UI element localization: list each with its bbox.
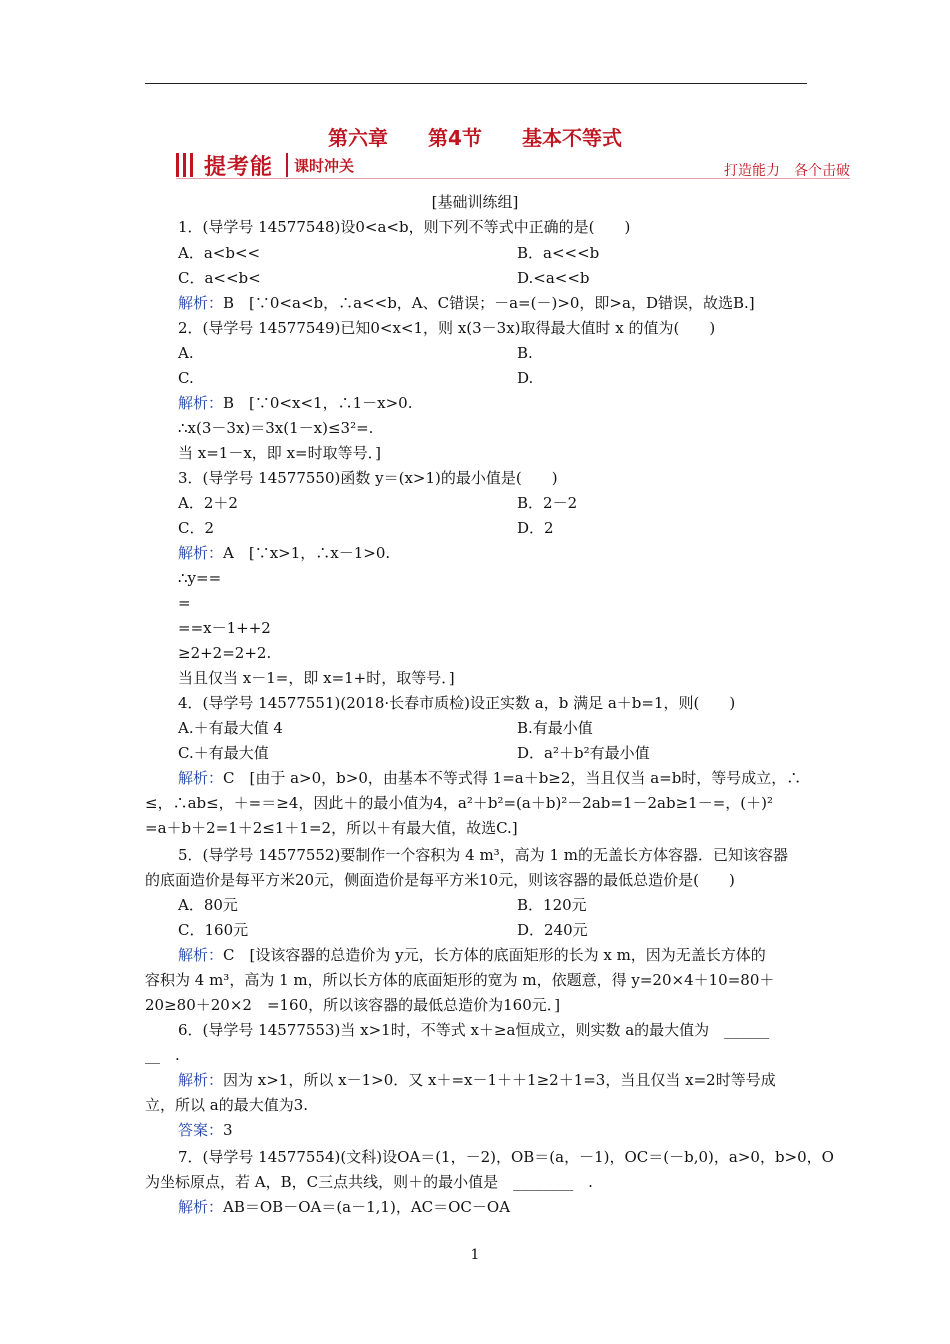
solution-label: 解析： (178, 394, 224, 412)
line-text: C [由于 a>0，b>0，由基本不等式得 1=a＋b≥2，当且仅当 a=b时，等号成立，∴ (223, 769, 802, 787)
text-line (517, 718, 593, 738)
line-text: =a＋b＋2=1＋2≤1＋1=2，所以＋有最大值，故选C.] (145, 819, 518, 837)
text-line (178, 668, 455, 688)
text-line (178, 920, 248, 940)
line-text: C．a<<b< (178, 269, 261, 287)
solution-label: 解析： (178, 1071, 224, 1089)
line-text: D．240元 (517, 921, 588, 939)
solution-label: 解析： (178, 544, 224, 562)
banner-subtitle: 课时冲关 (294, 157, 355, 175)
line-text: D. (517, 369, 534, 387)
text-line (178, 845, 788, 865)
line-text: B. (517, 344, 533, 362)
solution-label: 解析： (178, 946, 224, 964)
text-line (178, 1070, 776, 1090)
header-rule (145, 83, 807, 84)
text-line (178, 293, 755, 313)
text-line (178, 743, 269, 763)
line-text: B.有最小值 (517, 719, 593, 737)
section-banner (176, 150, 850, 180)
banner-separator (286, 153, 288, 177)
text-line (145, 870, 735, 890)
section-label: [基础训练组] (431, 193, 519, 211)
line-text: 的底面造价是每平方米20元，侧面造价是每平方米10元，则该容器的最低总造价是( ) (145, 871, 735, 889)
text-line (178, 693, 735, 713)
solution-label: 答案： (178, 1121, 224, 1139)
line-text: ==x－1++2 (178, 619, 271, 637)
solution-label: 解析： (178, 294, 224, 312)
solution-label: 解析： (178, 769, 224, 787)
text-line (517, 895, 587, 915)
banner-underline (176, 178, 850, 179)
line-text: 5．(导学号 14577552)要制作一个容积为 4 m³，高为 1 m的无盖长方体容器．已知该容器 (178, 846, 788, 864)
banner-bar-1 (176, 153, 179, 177)
text-line (178, 1120, 233, 1140)
line-text: 为坐标原点，若 A，B，C三点共线，则＋的最小值是 ________ . (145, 1173, 593, 1191)
text-line (517, 743, 650, 763)
line-text: A [∵x>1，∴x－1>0. (223, 544, 391, 562)
text-line (145, 1172, 593, 1192)
line-text: D.<a<<b (517, 269, 590, 287)
text-line (178, 243, 260, 263)
text-line (178, 543, 390, 563)
line-text: A.＋有最大值 4 (178, 719, 283, 737)
text-line (145, 970, 774, 990)
text-line (178, 593, 191, 613)
line-text: 2．(导学号 14577549)已知0<x<1，则 x(3－3x)取得最大值时 x 的值为( ) (178, 319, 716, 337)
line-text: A．80元 (178, 896, 238, 914)
line-text: C [设该容器的总造价为 y元，长方体的底面矩形的长为 x m，因为无盖长方体的 (223, 946, 766, 964)
text-line (145, 818, 518, 838)
banner-bar-2 (183, 153, 186, 177)
text-line (178, 1147, 834, 1167)
line-text: 当且仅当 x－1=，即 x=1+时，取等号．] (178, 669, 455, 687)
line-text: __ . (145, 1046, 180, 1064)
text-line (178, 468, 558, 488)
line-text: 当 x=1－x，即 x=时取等号．] (178, 444, 381, 462)
text-line (145, 793, 773, 813)
line-text: 1．(导学号 14577548)设0<a<b，则下列不等式中正确的是( ) (178, 218, 631, 236)
line-text: B [∵0<a<b，∴a<<b，A、C错误；－a=(－)>0，即>a，D错误，故选B.] (223, 294, 755, 312)
text-line (178, 768, 801, 788)
text-line (178, 393, 412, 413)
text-line (517, 518, 554, 538)
text-line (178, 443, 381, 463)
text-line (178, 318, 715, 338)
text-line (178, 268, 261, 288)
banner-slogan: 打造能力 各个击破 (724, 163, 850, 179)
text-line (178, 618, 271, 638)
line-text: C.＋有最大值 (178, 744, 269, 762)
text-line (178, 945, 766, 965)
banner-title: 提考能 (204, 155, 274, 180)
text-line (145, 995, 560, 1015)
text-line (178, 368, 194, 388)
line-text: AB＝OB－OA＝(a－1,1)，AC＝OC－OA (223, 1198, 511, 1216)
line-text: ≤，∴ab≤，＋=＝≥4，因此＋的最小值为4，a²＋b²=(a＋b)²－2ab=1－2ab≥1－=，(＋)² (145, 794, 773, 812)
page-title: 第六章 第4节 基本不等式 (328, 126, 622, 150)
line-text: 4．(导学号 14577551)(2018·长春市质检)设正实数 a，b 满足 a＋b=1，则( ) (178, 694, 736, 712)
text-line (517, 243, 599, 263)
line-text: ∴x(3－3x)＝3x(1－x)≤3²=. (178, 419, 374, 437)
line-text: D．2 (517, 519, 554, 537)
line-text: 3 (223, 1121, 233, 1139)
text-line (178, 568, 221, 588)
line-text: A. (178, 344, 194, 362)
text-line (178, 418, 373, 438)
text-line (178, 643, 271, 663)
line-text: B．120元 (517, 896, 587, 914)
text-line (178, 343, 194, 363)
text-line (517, 268, 590, 288)
line-text: A．a<b<< (178, 244, 261, 262)
line-text: 容积为 4 m³，高为 1 m，所以长方体的底面矩形的宽为 m，依题意，得 y=20×4＋10=80＋ (145, 971, 775, 989)
text-line (145, 1095, 308, 1115)
line-text: = (178, 594, 191, 612)
line-text: ≥2+2=2+2. (178, 644, 272, 662)
text-line (178, 493, 238, 513)
text-line (145, 1045, 180, 1065)
text-line (517, 493, 577, 513)
text-line (517, 343, 533, 363)
line-text: 7．(导学号 14577554)(文科)设OA＝(1，－2)，OB＝(a，－1)，OC＝(－b,0)，a>0，b>0，O (178, 1148, 834, 1166)
line-text: B．a<<<b (517, 244, 600, 262)
text-line (178, 1020, 769, 1040)
line-text: D．a²＋b²有最小值 (517, 744, 650, 762)
page-number: 1 (470, 1247, 480, 1263)
text-line (517, 368, 533, 388)
text-line (178, 217, 630, 237)
line-text: B．2－2 (517, 494, 578, 512)
text-line (178, 518, 214, 538)
line-text: 20≥80＋20×2 =160，所以该容器的最低总造价为160元．] (145, 996, 561, 1014)
banner-bar-3 (190, 153, 193, 177)
text-line (178, 718, 283, 738)
line-text: ∴y== (178, 569, 222, 587)
solution-label: 解析： (178, 1198, 224, 1216)
line-text: C．2 (178, 519, 215, 537)
text-line (178, 1197, 510, 1217)
line-text: A．2＋2 (178, 494, 238, 512)
line-text: 3．(导学号 14577550)函数 y＝(x>1)的最小值是( ) (178, 469, 558, 487)
line-text: 6．(导学号 14577553)当 x>1时，不等式 x＋≥a恒成立，则实数 a的最大值为 ______ (178, 1021, 770, 1039)
line-text: 因为 x>1，所以 x－1>0．又 x＋=x－1＋＋1≥2＋1=3，当且仅当 x=2时等号成 (223, 1071, 776, 1089)
line-text: B [∵0<x<1，∴1－x>0. (223, 394, 413, 412)
line-text: 立，所以 a的最大值为3. (145, 1096, 309, 1114)
line-text: C. (178, 369, 194, 387)
line-text: C．160元 (178, 921, 249, 939)
text-line (517, 920, 588, 940)
text-line (178, 895, 238, 915)
